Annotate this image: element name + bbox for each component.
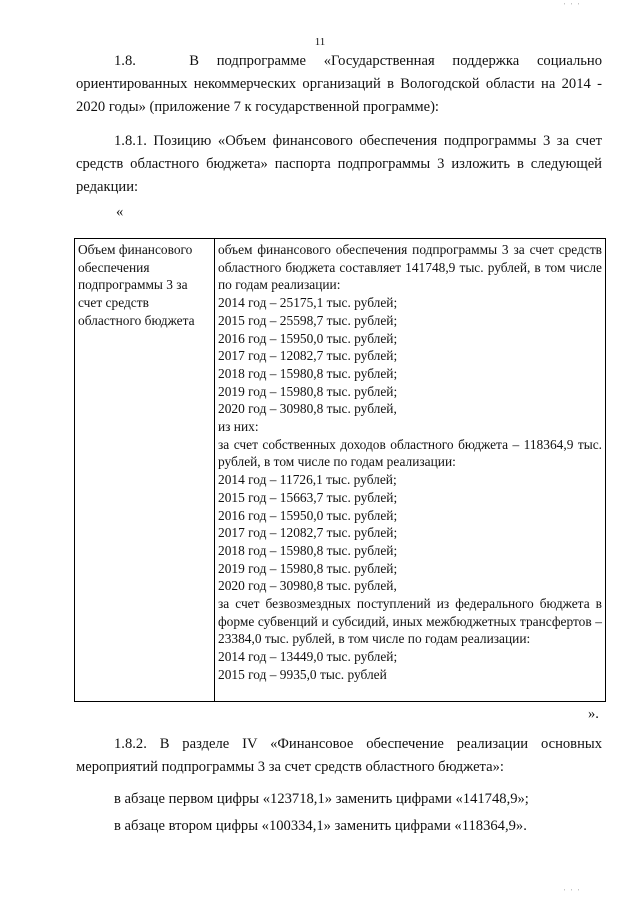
page-number: 11 bbox=[314, 36, 326, 48]
total-year-item: 2020 год – 30980,8 тыс. рублей, bbox=[218, 401, 397, 417]
own-year-item: 2016 год – 15950,0 тыс. рублей; bbox=[218, 507, 398, 523]
parameter-name: Объем финансового обеспечения подпрограммы 3 за счет средств областного бюджета bbox=[78, 242, 195, 328]
opening-quote-mark: « bbox=[116, 204, 124, 220]
paragraph-abzac-second: в абзаце втором цифры «100334,1» заменить цифрами «118364,9». bbox=[114, 818, 527, 834]
total-year-item: 2018 год – 15980,8 тыс. рублей; bbox=[218, 365, 398, 381]
own-year-item: 2018 год – 15980,8 тыс. рублей; bbox=[218, 542, 398, 558]
paragraph-1-8-1: 1.8.1. Позицию «Объем финансового обеспечения подпрограммы 3 за счет средств областного бюджета» паспорта подпрограммы 3 изложить в следующей редакции: bbox=[76, 133, 602, 195]
own-year-item: 2017 год – 12082,7 тыс. рублей; bbox=[218, 525, 398, 541]
total-year-item: 2017 год – 12082,7 тыс. рублей; bbox=[218, 348, 398, 364]
total-year-item: 2019 год – 15980,8 тыс. рублей; bbox=[218, 383, 398, 399]
table-cell-value bbox=[215, 239, 606, 702]
federal-year-item: 2015 год – 9935,0 тыс. рублей bbox=[218, 666, 387, 682]
table-cell-parameter bbox=[75, 239, 215, 702]
own-year-item: 2015 год – 15663,7 тыс. рублей; bbox=[218, 489, 398, 505]
funding-intro: объем финансового обеспечения подпрограммы 3 за счет средств областного бюджета составляет 141748,9 тыс. рублей, в том числе по годам реализации: bbox=[218, 242, 602, 293]
scan-corner-mark-bottom: ' ' ' bbox=[564, 888, 582, 896]
paragraph-1-8: 1.8. В подпрограмме «Государственная поддержка социально ориентированных некоммерческих организаций в Вологодской области на 2014 - 2020 годы» (приложение 7 к государственной программе): bbox=[76, 53, 602, 115]
total-year-item: 2015 год – 25598,7 тыс. рублей; bbox=[218, 312, 398, 328]
scan-corner-mark-top: ' ' ' bbox=[564, 2, 582, 10]
of-them-label: из них: bbox=[218, 419, 259, 435]
paragraph-abzac-first: в абзаце первом цифры «123718,1» заменить цифрами «141748,9»; bbox=[114, 791, 529, 807]
paragraph-1-8-2: 1.8.2. В разделе IV «Финансовое обеспечение реализации основных мероприятий подпрограммы 3 за счет средств областного бюджета»: bbox=[76, 736, 602, 775]
own-revenue-intro: за счет собственных доходов областного бюджета – 118364,9 тыс. рублей, в том числе по годам реализации: bbox=[218, 436, 602, 470]
federal-revenue-intro: за счет безвозмездных поступлений из федерального бюджета в форме субвенций и субсидий, иных межбюджетных трансфертов – 23384,0 тыс. рублей, в том числе по годам реализации: bbox=[218, 596, 602, 647]
total-year-item: 2016 год – 15950,0 тыс. рублей; bbox=[218, 330, 398, 346]
own-year-item: 2014 год – 11726,1 тыс. рублей; bbox=[218, 472, 397, 488]
federal-year-item: 2014 год – 13449,0 тыс. рублей; bbox=[218, 649, 398, 665]
own-year-item: 2019 год – 15980,8 тыс. рублей; bbox=[218, 560, 398, 576]
closing-quote-mark: ». bbox=[588, 706, 599, 722]
passport-table-row bbox=[75, 239, 606, 702]
passport-table bbox=[74, 238, 606, 702]
total-year-item: 2014 год – 25175,1 тыс. рублей; bbox=[218, 295, 398, 311]
own-year-item: 2020 год – 30980,8 тыс. рублей, bbox=[218, 578, 397, 594]
